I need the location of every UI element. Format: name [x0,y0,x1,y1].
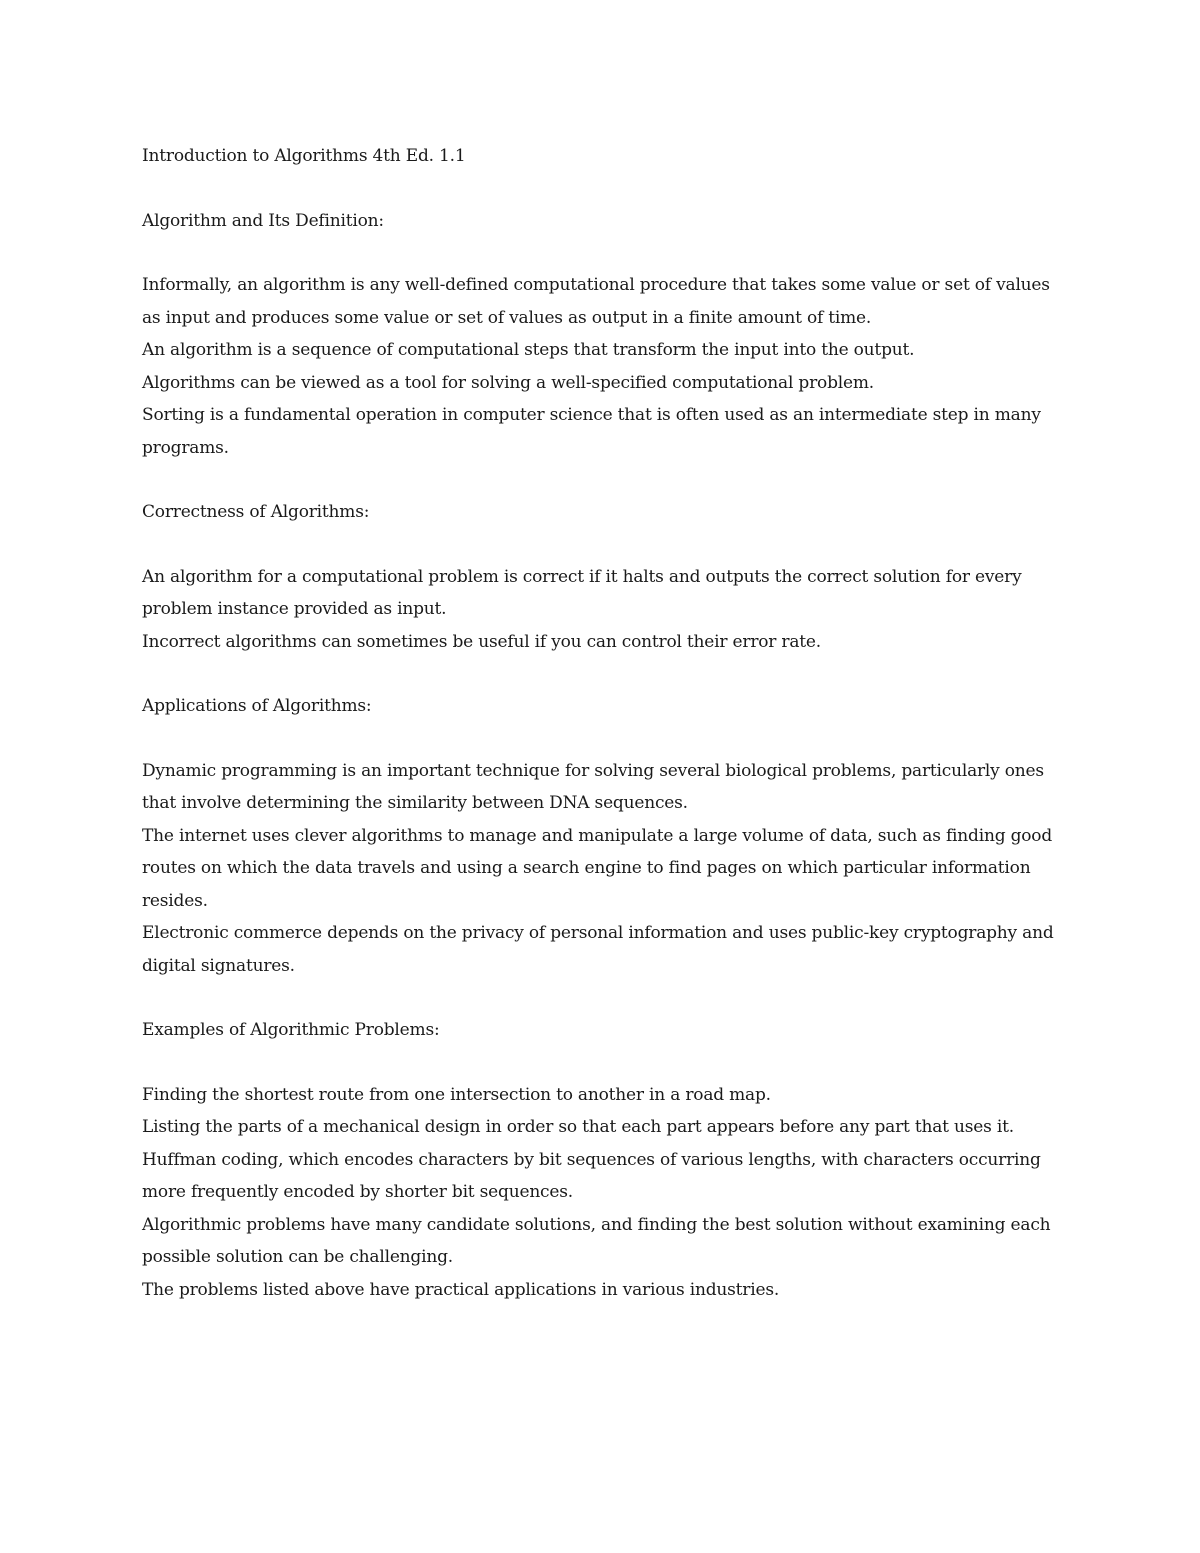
spacer [142,982,1072,1014]
paragraph: Electronic commerce depends on the privacy of personal information and uses public-key cryptography and digital signatures. [142,923,1054,976]
paragraph: Sorting is a fundamental operation in computer science that is often used as an intermediate step in many programs. [142,405,1041,458]
spacer [142,173,1072,205]
section-heading-definition: Algorithm and Its Definition: [142,210,384,231]
paragraph: Algorithms can be viewed as a tool for solving a well-specified computational problem. [142,372,874,393]
paragraph: Listing the parts of a mechanical design in order so that each part appears before any part that uses it. [142,1117,1014,1137]
paragraph: The problems listed above have practical applications in various industries. [142,1279,780,1300]
paragraph: Huffman coding, which encodes characters by bit sequences of various lengths, with characters occurring more frequently encoded by shorter bit sequences. [142,1149,1041,1202]
section-heading-applications: Applications of Algorithms: [142,696,372,716]
spacer [142,1047,1072,1079]
paragraph: Algorithmic problems have many candidate solutions, and finding the best solution without examining each possible solution can be challenging. [142,1214,1051,1267]
paragraph: Dynamic programming is an important technique for solving several biological problems, particularly ones that involve determining the similarity between DNA sequences. [142,760,1044,813]
document-page [142,140,1072,1306]
paragraph: Informally, an algorithm is any well-defined computational procedure that takes some value or set of values as input and produces some value or set of values as output in a finite amount of time. [142,275,1050,328]
spacer [142,723,1072,755]
document-title: Introduction to Algorithms 4th Ed. 1.1 [142,146,466,166]
paragraph: Finding the shortest route from one intersection to another in a road map. [142,1084,771,1105]
section-heading-examples: Examples of Algorithmic Problems: [142,1020,440,1040]
paragraph: An algorithm is a sequence of computational steps that transform the input into the output. [142,340,915,360]
paragraph: An algorithm for a computational problem is correct if it halts and outputs the correct solution for every problem instance provided as input. [142,566,1022,619]
spacer [142,529,1072,561]
spacer [142,658,1072,690]
spacer [142,464,1072,496]
paragraph: The internet uses clever algorithms to manage and manipulate a large volume of data, such as finding good routes on which the data travels and using a search engine to find pages on which particular information resides. [142,825,1053,911]
spacer [142,237,1072,269]
section-heading-correctness: Correctness of Algorithms: [142,502,370,522]
paragraph: Incorrect algorithms can sometimes be useful if you can control their error rate. [142,631,821,652]
